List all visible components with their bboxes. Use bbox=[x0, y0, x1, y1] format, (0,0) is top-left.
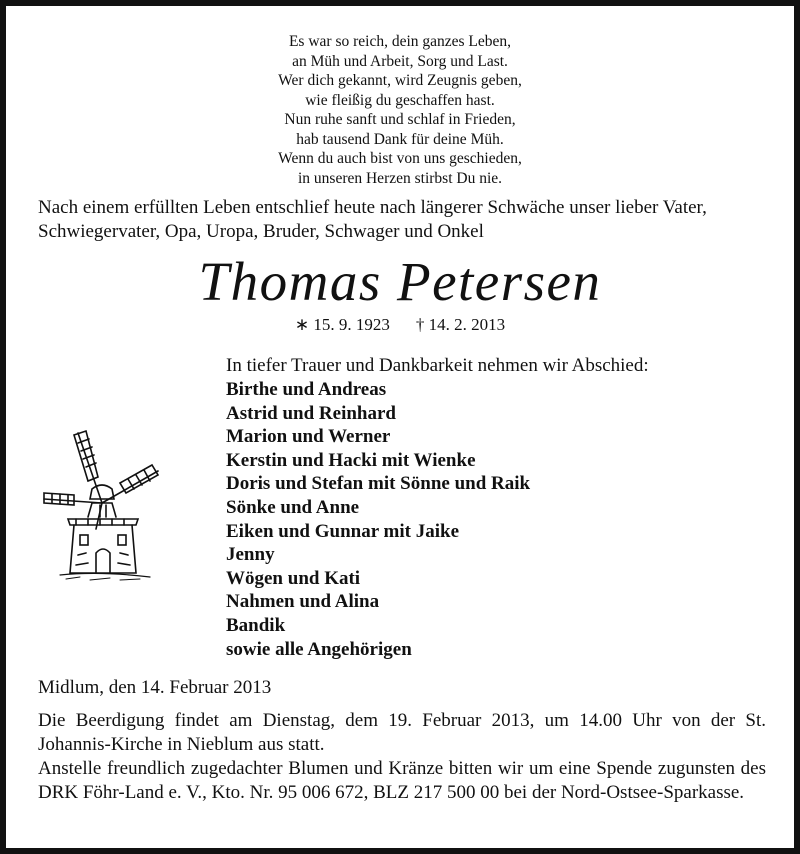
mourners-block bbox=[226, 354, 766, 661]
funeral-details: Die Beerdigung findet am Dienstag, dem 19. Februar 2013, um 14.00 Uhr von der St. Johannis-Kirche in Nieblum aus statt. bbox=[38, 710, 766, 755]
poem-line: an Müh und Arbeit, Sorg und Last. bbox=[292, 52, 508, 70]
death-date: † 14. 2. 2013 bbox=[415, 315, 506, 334]
life-dates bbox=[0, 315, 800, 335]
poem-line: in unseren Herzen stirbst Du nie. bbox=[297, 169, 503, 187]
mourner-name: Sönke und Anne bbox=[226, 496, 360, 518]
mourner-name: Marion und Werner bbox=[226, 426, 391, 448]
poem-line: Wer dich gekannt, wird Zeugnis geben, bbox=[278, 72, 522, 89]
windmill-icon bbox=[40, 425, 160, 585]
birth-date: ∗ 15. 9. 1923 bbox=[294, 315, 390, 334]
deceased-name: Thomas Petersen bbox=[198, 251, 602, 312]
poem bbox=[0, 32, 800, 188]
mourner-name: Jenny bbox=[226, 544, 275, 566]
mourner-name: Astrid und Reinhard bbox=[226, 402, 396, 424]
poem-line: Nun ruhe sanft und schlaf in Frieden, bbox=[284, 111, 516, 128]
donation-request: Anstelle freundlich zugedachter Blumen und Kränze bitten wir um eine Spende zugunsten des DRK Föhr-Land e. V., Kto. Nr. 95 006 672, BLZ 217 500 00 bei der Nord-Ostsee-Sparkasse. bbox=[38, 758, 766, 803]
mourner-name: sowie alle Angehörigen bbox=[226, 638, 412, 660]
poem-line: Es war so reich, dein ganzes Leben, bbox=[288, 33, 512, 50]
place-and-date: Midlum, den 14. Februar 2013 bbox=[38, 677, 272, 698]
intro-text: Nach einem erfüllten Leben entschlief heute nach längerer Schwäche unser lieber Vater, Schwiegervater, Opa, Uropa, Bruder, Schwager und Onkel bbox=[38, 197, 707, 242]
mourner-name: Birthe und Andreas bbox=[226, 379, 387, 400]
mourner-name: Nahmen und Alina bbox=[226, 591, 380, 613]
funeral-notice bbox=[38, 709, 766, 805]
mourners-heading: In tiefer Trauer und Dankbarkeit nehmen wir Abschied: bbox=[226, 355, 649, 376]
poem-line: Wenn du auch bist von uns geschieden, bbox=[278, 150, 522, 167]
poem-line: wie fleißig du geschaffen hast. bbox=[305, 91, 495, 109]
poem-line: hab tausend Dank für deine Müh. bbox=[296, 130, 504, 148]
mourner-name: Eiken und Gunnar mit Jaike bbox=[226, 520, 460, 542]
mourner-name: Wögen und Kati bbox=[226, 567, 361, 589]
mourner-name: Bandik bbox=[226, 614, 286, 636]
mourner-name: Doris und Stefan mit Sönne und Raik bbox=[226, 473, 531, 495]
mourners-list bbox=[226, 378, 766, 661]
mourner-name: Kerstin und Hacki mit Wienke bbox=[226, 449, 476, 471]
